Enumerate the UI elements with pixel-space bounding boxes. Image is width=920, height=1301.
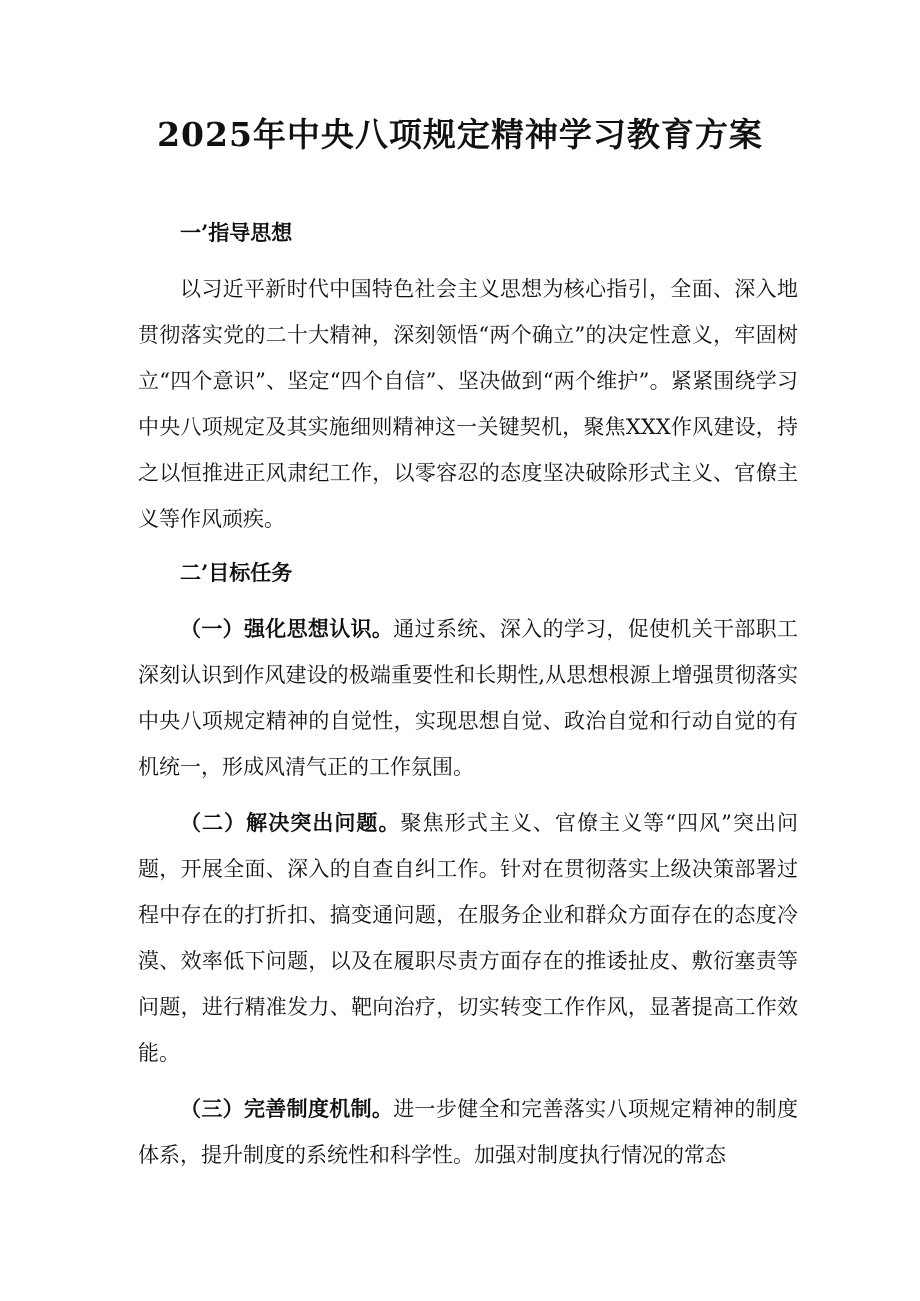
paragraph-strengthen-awareness <box>138 606 798 790</box>
paragraph-lead: （三）完善制度机制。 <box>180 1096 394 1121</box>
paragraph-solve-problems <box>138 800 798 1076</box>
section-heading-goals-tasks: 二’目标任务 <box>180 560 293 585</box>
paragraph-text: 通过系统、深入的学习，促使机关干部职工深刻认识到作风建设的极端重要性和长期性,从思想根源上增强贯彻落实中央八项规定精神的自觉性，实现思想自觉、政治自觉和行动自觉的有机统一，形成风清气正的工作氛围。 <box>138 617 799 779</box>
paragraph-text: 聚焦形式主义、官僚主义等“四风”突出问题，开展全面、深入的自查自纠工作。针对在贯彻落实上级决策部署过程中存在的打折扣、搞变通问题，在服务企业和群众方面存在的态度冷漠、效率低下问题，以及在履职尽责方面存在的推诿扯皮、敷衍塞责等问题，进行精准发力、靶向治疗，切实转变工作作风，显著提高工作效能。 <box>138 811 798 1065</box>
document-title: 2025年中央八项规定精神学习教育方案 <box>157 115 763 154</box>
paragraph-lead: （二）解决突出问题。 <box>180 810 401 835</box>
paragraph-lead: （一）强化思想认识。 <box>180 616 394 641</box>
paragraph-guiding-ideology: 以习近平新时代中国特色社会主义思想为核心指引，全面、深入地贯彻落实党的二十大精神，深刻领悟“两个确立”的决定性意义，牢固树立“四个意识”、坚定“四个自信”、坚决做到“两个维护”。紧紧围绕学习中央八项规定及其实施细则精神这一关键契机，聚焦XXX作风建设，持之以恒推进正风肃纪工作，以零容忍的态度坚决破除形式主义、官僚主义等作风顽疾。 <box>138 277 798 531</box>
paragraph-improve-mechanism <box>138 1086 798 1178</box>
document-body <box>138 210 798 1178</box>
section-heading-guiding-ideology: 一’指导思想 <box>180 220 293 245</box>
paragraph-text: 进一步健全和完善落实八项规定精神的制度体系，提升制度的系统性和科学性。加强对制度执行情况的常态 <box>138 1097 799 1167</box>
